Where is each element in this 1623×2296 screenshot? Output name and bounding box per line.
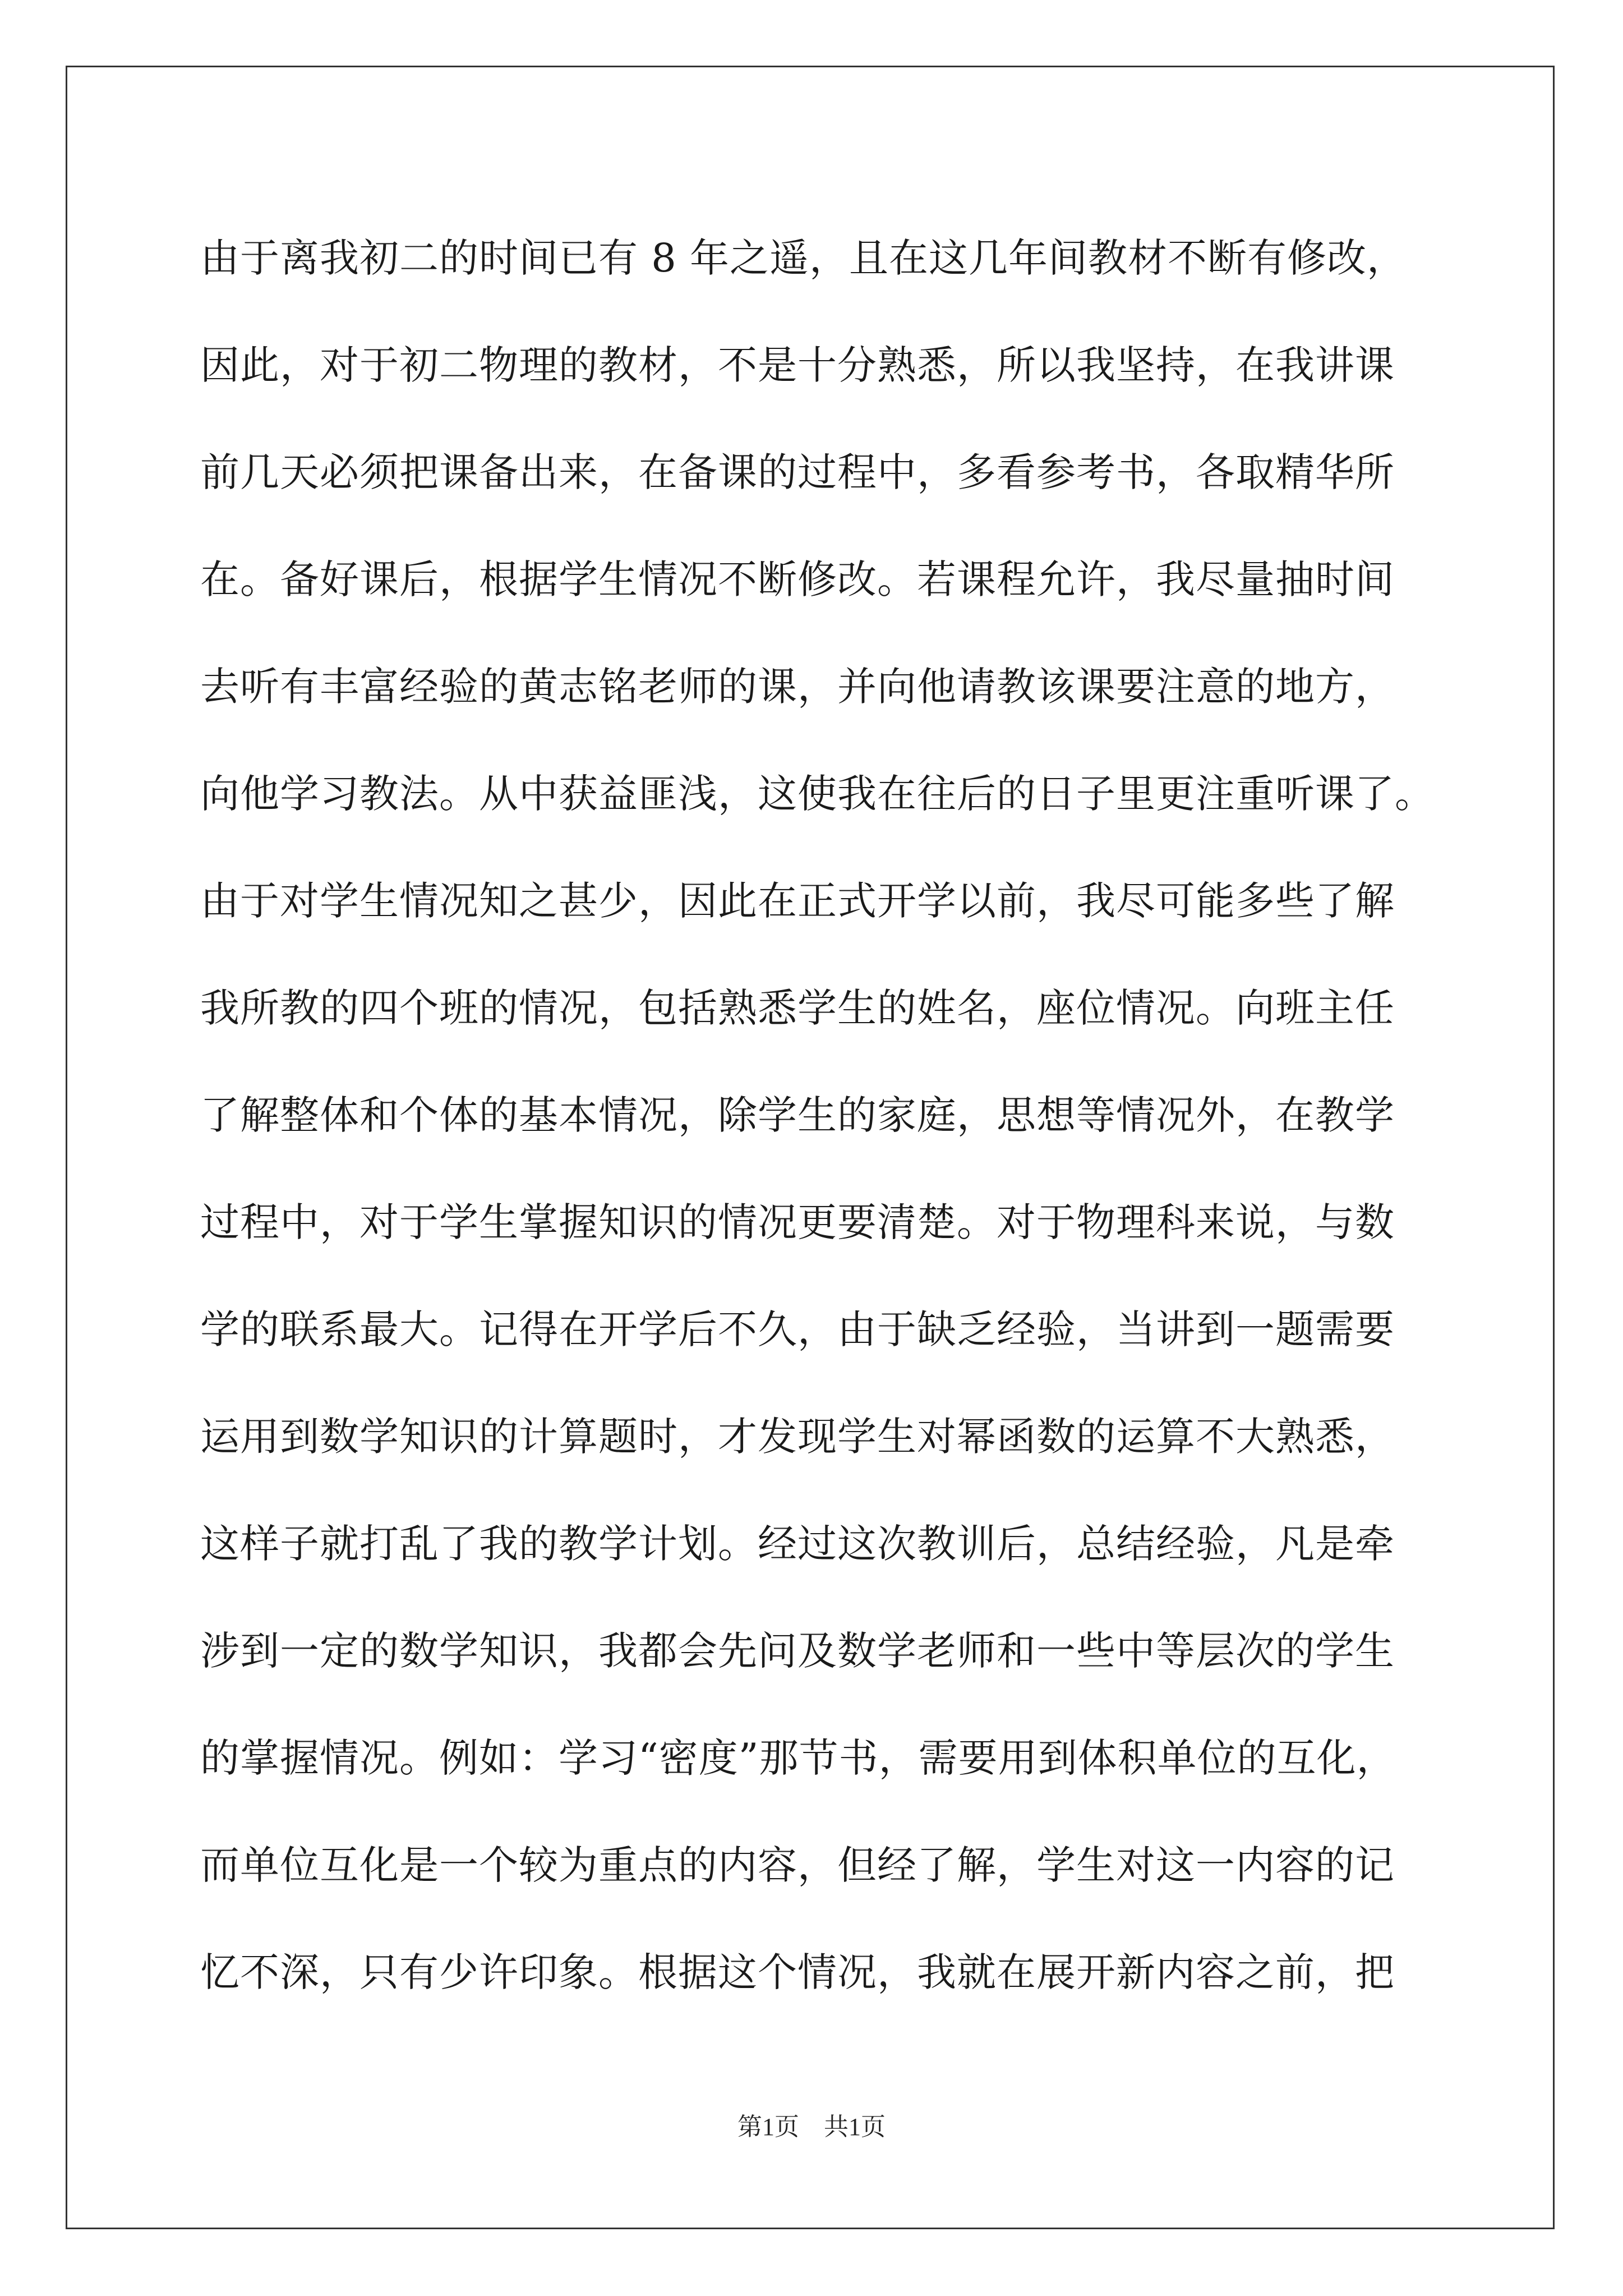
text-line: 学的联系最大。记得在开学后不久，由于缺乏经验，当讲到一题需要 [200, 1306, 1395, 1352]
text-line: 去听有丰富经验的黄志铭老师的课，并向他请教该课要注意的地方， [200, 664, 1395, 710]
text-line: 忆不深，只有少许印象。根据这个情况，我就在展开新内容之前，把 [200, 1949, 1395, 1995]
body-text [200, 205, 1434, 2026]
text-line: 这样子就打乱了我的教学计划。经过这次教训后，总结经验，凡是牵 [200, 1521, 1395, 1567]
text-line: 在。备好课后，根据学生情况不断修改。若课程允许，我尽量抽时间 [200, 556, 1395, 602]
text-line: 由于对学生情况知之甚少，因此在正式开学以前，我尽可能多些了解 [200, 878, 1395, 924]
text-line: 的掌握情况。例如：学习“密度”那节书，需要用到体积单位的互化， [200, 1735, 1396, 1781]
text-line: 因此，对于初二物理的教材，不是十分熟悉，所以我坚持，在我讲课 [200, 342, 1395, 388]
text-line: 我所教的四个班的情况，包括熟悉学生的姓名，座位情况。向班主任 [200, 985, 1395, 1031]
text-line: 向他学习教法。从中获益匪浅，这使我在往后的日子里更注重听课了。 [200, 771, 1435, 817]
text-line: 涉到一定的数学知识，我都会先问及数学老师和一些中等层次的学生 [200, 1628, 1395, 1674]
text-line: 过程中，对于学生掌握知识的情况更要清楚。对于物理科来说，与数 [200, 1199, 1395, 1245]
text-line: 而单位互化是一个较为重点的内容，但经了解，学生对这一内容的记 [200, 1842, 1395, 1888]
text-line: 了解整体和个体的基本情况，除学生的家庭，思想等情况外，在教学 [200, 1092, 1395, 1138]
text-line: 运用到数学知识的计算题时，才发现学生对幂函数的运算不大熟悉， [200, 1414, 1395, 1460]
page-footer: 第1页 共1页 [737, 2113, 886, 2141]
text-line: 由于离我初二的时间已有 8 年之遥，且在这几年间教材不断有修改， [200, 235, 1407, 281]
text-line: 前几天必须把课备出来，在备课的过程中，多看参考书，各取精华所 [200, 449, 1395, 495]
